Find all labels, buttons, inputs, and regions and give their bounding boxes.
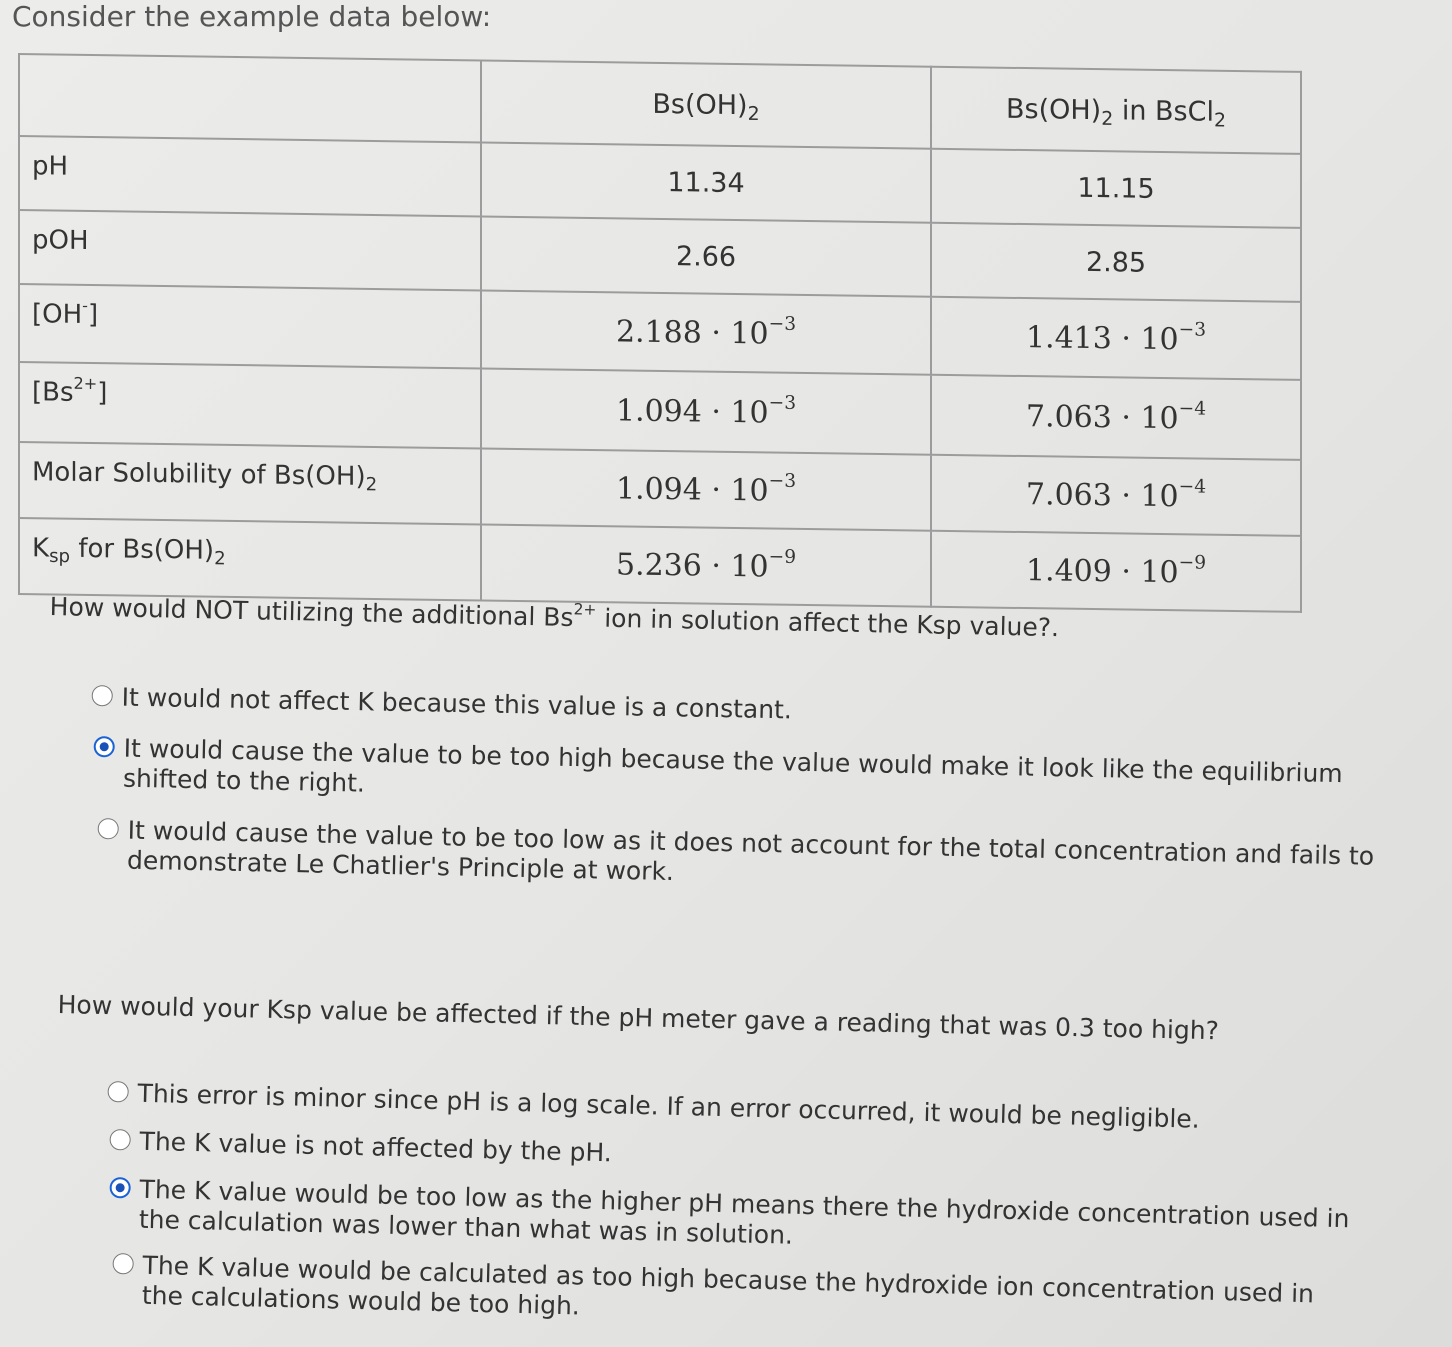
q2-option-4[interactable]: The K value would be calculated as too high because the hydroxide ion concentration used in the calculations would be too high.	[112, 1250, 1333, 1340]
row-label-ksp: $K_{sp}$ for $Bs(OH)_2$	[19, 518, 481, 600]
radio-unselected-icon[interactable]	[97, 818, 118, 839]
ph-value-1: 11.34	[481, 142, 931, 222]
radio-unselected-icon[interactable]	[107, 1081, 129, 1103]
q1-option-2[interactable]: It would cause the value to be too high because the value would make it look like the equilibrium shifted to the right.	[93, 733, 1354, 819]
oh-value-2: $1.413 \cdot 10^{-3}$	[931, 297, 1301, 380]
ksp-value-2: $1.409 \cdot 10^{-9}$	[931, 531, 1301, 612]
question-1: How would NOT utilizing the additional $Bs^{2+}$ ion in solution affect the Ksp value?.	[49, 592, 1060, 643]
row-label-ph: pH	[19, 136, 481, 216]
radio-unselected-icon[interactable]	[112, 1253, 134, 1275]
q1-option-3[interactable]: It would cause the value to be too low as it does not account for the total concentration and fails to demonstrate Le Chatlier's Principle at work.	[97, 815, 1378, 902]
poh-value-2: 2.85	[931, 223, 1301, 302]
molar-value-2: $7.063 \cdot 10^{-4}$	[931, 455, 1301, 536]
radio-unselected-icon[interactable]	[92, 685, 113, 706]
oh-value-1: $2.188 \cdot 10^{-3}$	[481, 290, 931, 374]
radio-selected-icon[interactable]	[93, 736, 114, 757]
ph-value-2: 11.15	[931, 149, 1301, 228]
header-empty-cell	[19, 54, 481, 142]
bs2plus-value-1: $1.094 \cdot 10^{-3}$	[481, 368, 931, 454]
question-2: How would your Ksp value be affected if the pH meter gave a reading that was 0.3 too high?	[57, 990, 1220, 1046]
intro-text: Consider the example data below:	[12, 0, 492, 33]
header-bsoh2: $Bs(OH)_2$	[481, 60, 931, 148]
row-label-poh: pOH	[19, 210, 481, 290]
radio-selected-icon[interactable]	[109, 1177, 131, 1199]
poh-value-1: 2.66	[481, 216, 931, 296]
q2-option-2[interactable]: The K value is not affected by the pH.	[109, 1126, 1139, 1181]
q1-option-1[interactable]: It would not affect K because this value is a constant.	[91, 682, 1121, 732]
row-label-molar-solubility: Molar Solubility of $Bs(OH)_2$	[19, 442, 481, 524]
molar-value-1: $1.094 \cdot 10^{-3}$	[481, 448, 931, 530]
row-label-oh: [OH-]	[19, 284, 481, 368]
radio-unselected-icon[interactable]	[109, 1129, 131, 1151]
bs2plus-value-2: $7.063 \cdot 10^{-4}$	[931, 375, 1301, 460]
ksp-value-1: $5.236 \cdot 10^{-9}$	[481, 524, 931, 606]
q2-option-3[interactable]: The K value would be too low as the higher pH means there the hydroxide concentration used in the calculation was lower than what was in solution.	[109, 1174, 1370, 1265]
header-bsoh2-in-bscl2: $Bs(OH)_2$ in BsCl$_2$	[931, 67, 1301, 154]
data-table	[18, 53, 1302, 613]
q2-option-1[interactable]: This error is minor since pH is a log scale. If an error occurred, it would be negligible.	[107, 1078, 1237, 1136]
row-label-bs2plus: $[Bs^{2+}]$	[19, 362, 481, 448]
